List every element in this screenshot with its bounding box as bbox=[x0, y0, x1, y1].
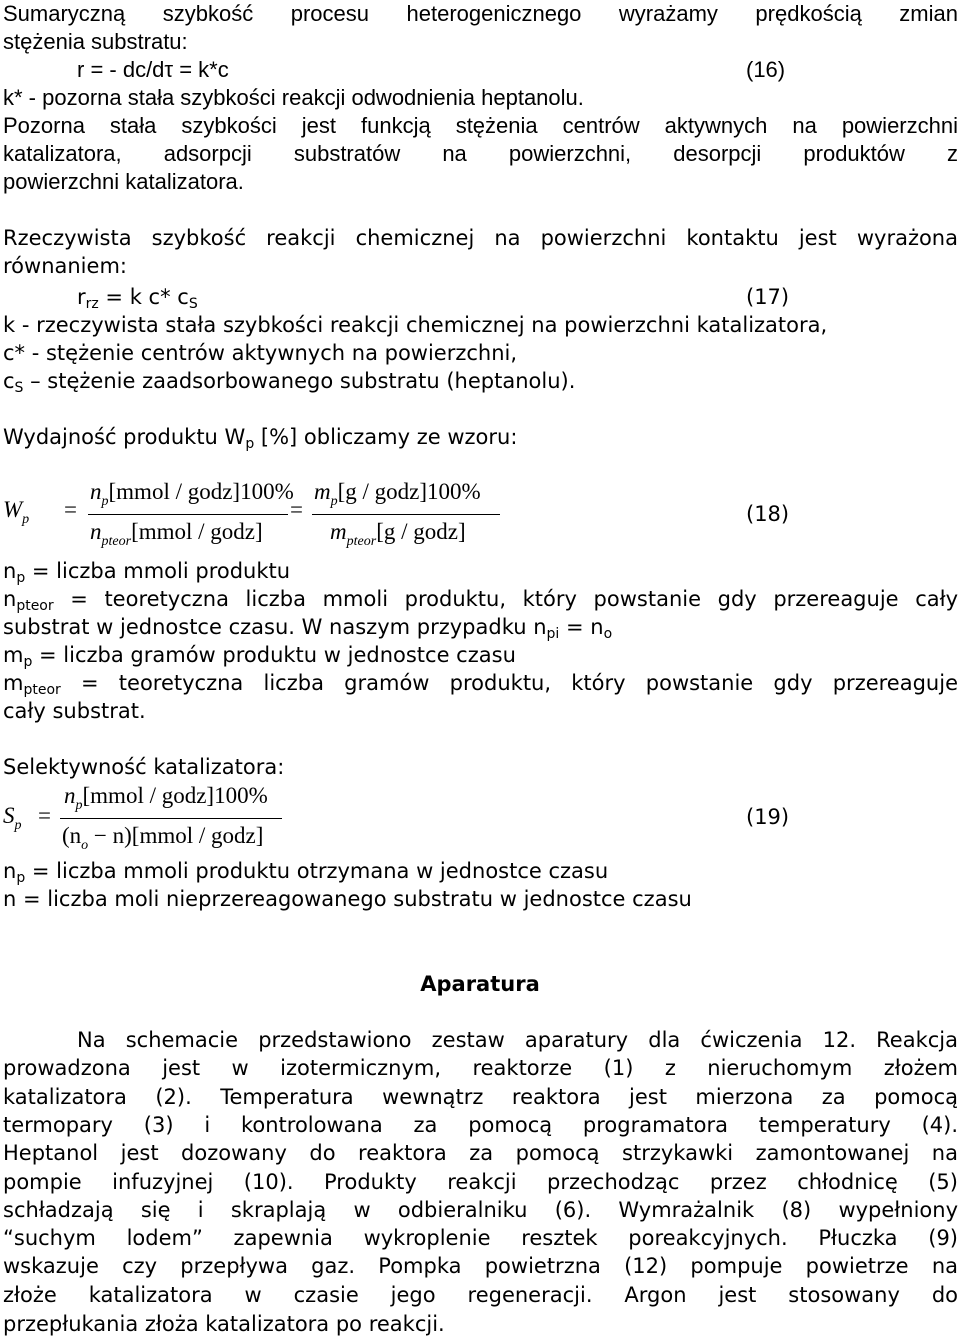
eq18-equals: = bbox=[290, 497, 303, 522]
eq19-fraction-bar bbox=[60, 818, 282, 819]
paragraph-line: równaniem: bbox=[3, 254, 127, 278]
eq18-num2: $m_p[g$ / godz]100% bbox=[314, 479, 481, 509]
eq17-r-sub: rz bbox=[85, 296, 99, 312]
eq18-den2: $m_{pteor}[g$ / godz] bbox=[330, 519, 466, 549]
definition-line: $n_{pteor}$ = teoretyczna liczba mmoli produktu, który powstanie gdy przereaguje cały bbox=[3, 587, 958, 614]
definition-line: k - rzeczywista stała szybkości reakcji chemicznej na powierzchni katalizatora, bbox=[3, 313, 828, 337]
paragraph-line: Rzeczywista szybkość reakcji chemicznej na powierzchni kontaktu jest wyrażona bbox=[3, 226, 958, 250]
eq19-lhs: $S_p$ bbox=[3, 803, 22, 833]
definition-line: $m_p$ = liczba gramów produktu w jednostce czasu bbox=[3, 643, 516, 670]
eq17-r: r bbox=[77, 285, 86, 309]
eq19-equals: = bbox=[38, 803, 51, 828]
selectivity-intro: Selektywność katalizatora: bbox=[3, 755, 285, 779]
definition-line bbox=[3, 367, 575, 395]
paragraph-line: wskazuje czy przepływa gaz. Pompka powietrzna (12) pompuje powietrze na bbox=[3, 1254, 958, 1279]
paragraph-line: przepłukania złoża katalizatora po reakcji. bbox=[3, 1312, 445, 1336]
equation-number: (18) bbox=[746, 502, 790, 526]
eq18-num2-rest: [g / godz]100% bbox=[337, 479, 481, 504]
intro-line: Sumaryczną szybkość procesu heterogenicznego wyrażamy prędkością zmian bbox=[3, 1, 958, 26]
yield-intro-sub: p bbox=[245, 436, 255, 452]
intro-line: stężenia substratu: bbox=[3, 29, 188, 54]
eq19-lhs-sub: p bbox=[14, 818, 22, 833]
eq17-body: = k c* c bbox=[98, 285, 189, 309]
intro-line: Pozorna stała szybkości jest funkcją stężenia centrów aktywnych na powierzchni bbox=[3, 113, 958, 138]
eq17-c-sub: S bbox=[188, 296, 198, 312]
section-heading: Aparatura bbox=[420, 972, 540, 996]
eq18-num1: $n_p[mmol$ / godz]100% bbox=[90, 479, 294, 509]
intro-line: k* - pozorna stała szybkości reakcji odwodnienia heptanolu. bbox=[3, 85, 584, 110]
definition-line: c* - stężenie centrów aktywnych na powierzchni, bbox=[3, 341, 518, 365]
eq18-den2-rest: [g / godz] bbox=[376, 519, 466, 544]
eq18-lhs: $W_p$ bbox=[3, 497, 30, 527]
eq18-sub: pteor bbox=[346, 534, 377, 549]
paragraph-line: Heptanol jest dozowany do reaktora za pomocą strzykawki zamontowanej na bbox=[3, 1141, 958, 1166]
def-rest: – stężenie zaadsorbowanego substratu (heptanolu). bbox=[23, 369, 576, 393]
eq18-sub: p bbox=[101, 494, 109, 509]
equation-number: (19) bbox=[746, 805, 790, 829]
yield-intro bbox=[3, 423, 517, 451]
equation-number: (16) bbox=[746, 57, 786, 82]
paragraph-line: prowadzona jest w izotermicznym, reaktorze (1) z nieruchomym złożem bbox=[3, 1056, 958, 1081]
definition-line: n = liczba moli nieprzereagowanego substratu w jednostce czasu bbox=[3, 887, 692, 911]
eq18-fraction-bar bbox=[88, 514, 288, 515]
eq18-fraction-bar bbox=[312, 514, 500, 515]
eq18-sub: pteor bbox=[101, 534, 132, 549]
yield-intro-text: [%] obliczamy ze wzoru: bbox=[254, 425, 518, 449]
definition-line: $m_{pteor}$ = teoretyczna liczba gramów produktu, który powstanie gdy przereaguje bbox=[3, 671, 958, 698]
equation-17 bbox=[77, 283, 198, 311]
paragraph-line: złoże katalizatora w czasie jego regeneracji. Argon jest stosowany do bbox=[3, 1282, 958, 1307]
eq18-sub: p bbox=[330, 494, 338, 509]
eq19-num: $n_p[mmol$ / godz]100% bbox=[64, 783, 268, 813]
paragraph-line: termopary (3) i kontrolowana za pomocą programatora temperatury (4). bbox=[3, 1112, 958, 1137]
yield-intro-text: Wydajność produktu W bbox=[3, 425, 246, 449]
def-c: c bbox=[3, 369, 15, 393]
paragraph-line: pompie infuzyjnej (10). Produkty reakcji przechodząc przez chłodnicę (5) bbox=[3, 1169, 958, 1194]
intro-line: powierzchni katalizatora. bbox=[3, 169, 244, 194]
definition-line: substrat w jednostce czasu. W naszym przypadku $n_{pi} = n_o$ bbox=[3, 615, 613, 642]
definition-line: $n_p$ = liczba mmoli produktu bbox=[3, 559, 291, 586]
paragraph-line: “suchym lodem” zapewnia wykroplenie resztek poreakcyjnych. Płuczka (9) bbox=[3, 1226, 958, 1251]
definition-line: cały substrat. bbox=[3, 699, 146, 723]
intro-line: katalizatora, adsorpcji substratów na powierzchni, desorpcji produktów z bbox=[3, 141, 958, 166]
paragraph-line: Na schemacie przedstawiono zestaw aparatury dla ćwiczenia 12. Reakcja bbox=[77, 1028, 958, 1052]
eq18-den1-rest: [mmol / godz] bbox=[131, 519, 263, 544]
eq18-den1: $n_{pteor}[mmol$ / godz] bbox=[90, 519, 263, 549]
eq18-num1-rest: [mmol / godz]100% bbox=[108, 479, 294, 504]
paragraph-line: schładzają się i skraplają w odbieralniku (6). Wymrażalnik (8) wypełniony bbox=[3, 1197, 958, 1222]
equation-16: r = - dc/dτ = k*c bbox=[77, 57, 229, 82]
eq18-equals: = bbox=[64, 497, 77, 522]
eq19-den: ($n_o$ − n)[mmol / godz] bbox=[62, 823, 264, 853]
eq18-lhs-sub: p bbox=[22, 512, 30, 527]
definition-line: $n_p$ = liczba mmoli produktu otrzymana w jednostce czasu bbox=[3, 859, 609, 886]
equation-number: (17) bbox=[746, 285, 790, 309]
paragraph-line: katalizatora (2). Temperatura wewnątrz reaktora jest mierzona za pomocą bbox=[3, 1084, 958, 1109]
def-c-sub: S bbox=[14, 380, 24, 396]
